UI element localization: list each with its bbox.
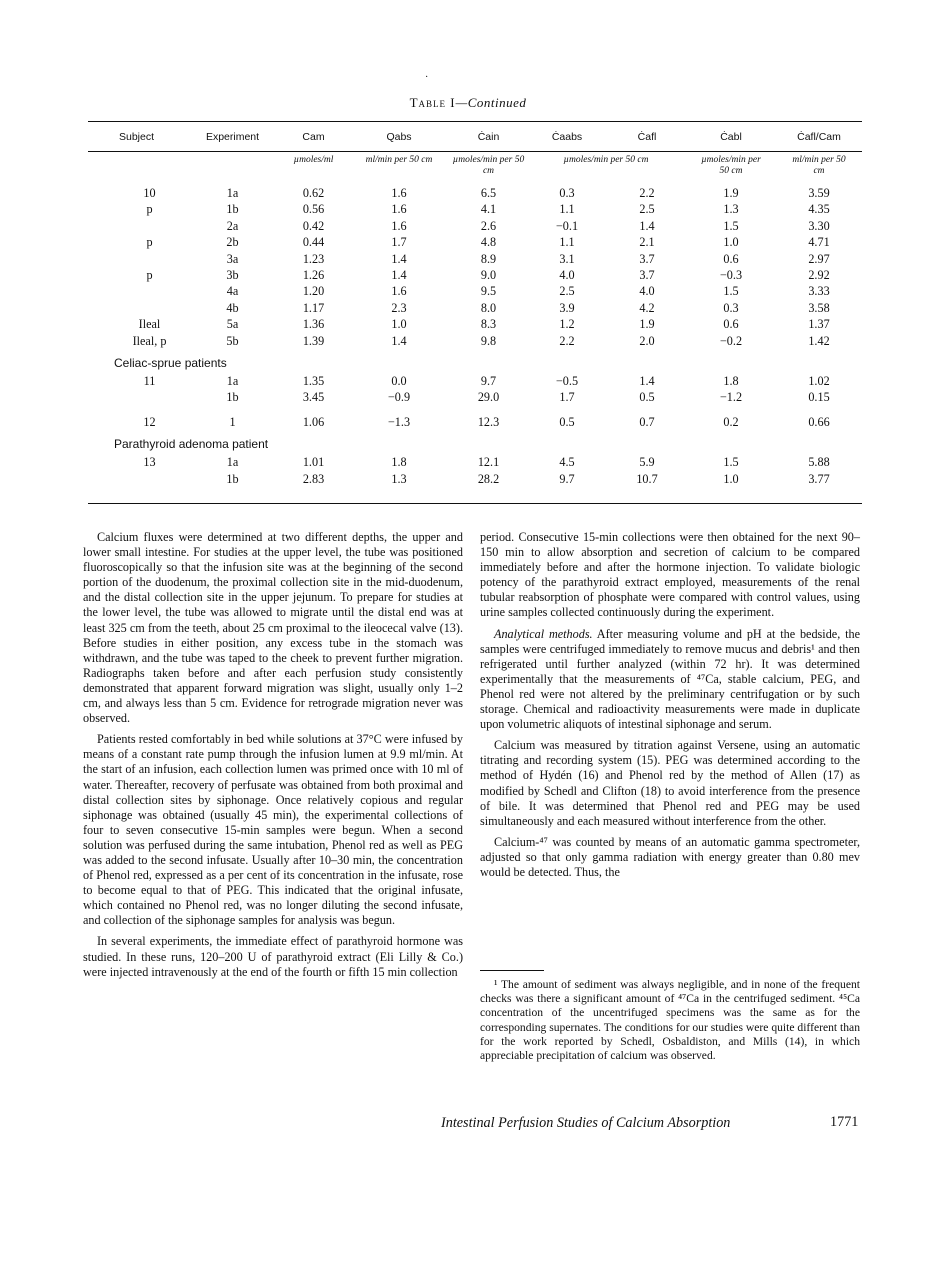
left-paragraph-3: In several experiments, the immediate effect of parathyroid hormone was studied. In these runs, 120–200 U of parathyroid extract (Eli Lilly & Co.) were injected intravenously at the end of the fourth or fifth 15 min collection xyxy=(83,934,463,979)
cell-cabl: 1.3 xyxy=(723,202,739,217)
page-number: 1771 xyxy=(830,1114,859,1130)
cell-ratio: 4.71 xyxy=(808,235,830,250)
cell-cam: 1.06 xyxy=(302,414,325,429)
table-row xyxy=(88,454,862,470)
cell-caabs: 1.2 xyxy=(559,317,575,332)
cell-subject: 11 xyxy=(143,374,156,389)
header-subject: Subject xyxy=(118,131,155,143)
cell-cafl: 3.7 xyxy=(639,268,655,283)
cell-experiment: 1b xyxy=(226,390,239,405)
cell-ratio: 5.88 xyxy=(808,455,830,470)
cell-caabs: 1.7 xyxy=(559,390,575,405)
cell-ratio: 1.37 xyxy=(808,317,830,332)
header-caabs: Ċaabs xyxy=(551,131,583,143)
header-cabl: Ċabl xyxy=(720,131,742,143)
cell-experiment: 1a xyxy=(226,455,239,470)
table-title xyxy=(0,95,936,111)
header-cain: Ċain xyxy=(477,131,500,143)
cell-caabs: 4.5 xyxy=(559,455,575,470)
right-paragraph-2 xyxy=(480,627,860,733)
table-row xyxy=(88,201,862,217)
cell-ratio: 3.33 xyxy=(808,284,830,299)
cell-cam: 0.42 xyxy=(302,218,325,233)
cell-qabs: 2.3 xyxy=(391,300,407,315)
cell-ratio: 4.35 xyxy=(808,202,830,217)
cell-caabs: −0.1 xyxy=(555,218,579,233)
cell-ratio: 3.59 xyxy=(808,186,830,200)
header-qabs: Qabs xyxy=(386,131,412,143)
cell-ratio: 2.97 xyxy=(808,251,830,266)
cell-subject xyxy=(88,471,185,487)
cell-qabs: 1.7 xyxy=(391,235,407,250)
table-row xyxy=(88,267,862,283)
table-row xyxy=(88,300,862,316)
cell-cam: 1.36 xyxy=(302,317,325,332)
table-title-suffix: —Continued xyxy=(455,95,527,110)
cell-ratio: 2.92 xyxy=(808,268,830,283)
cell-cam: 1.20 xyxy=(302,284,325,299)
left-paragraph-1: Calcium fluxes were determined at two different depths, the upper and lower small intestine. For studies at the upper level, the tube was positioned fluoroscopically so that the infusion site was at the beginning of the second portion of the duodenum, the proximal collection site in the mid-duodenum, and the distal collection site in the upper jejunum. To prepare for studies at the lower level, the tube was allowed to migrate until the distal end was at least 325 cm from the teeth, about 25 cm proximal to the ileocecal valve (13). Before studies in either position, any excess tube in the stomach was withdrawn, and the tube was taped to the cheek to prevent further migration. Radiographs taken before and after each perfusion study consistently demonstrated that apparent forward migration was slight, usually only 1–2 cm, and always less than 5 cm. Evidence for retrograde migration never was observed. xyxy=(83,530,463,726)
table-row xyxy=(88,251,862,267)
cell-cafl: 0.5 xyxy=(639,390,655,405)
table-title-prefix: Table I xyxy=(409,95,456,110)
cell-qabs: 1.8 xyxy=(391,455,407,470)
cell-qabs: 1.6 xyxy=(391,202,407,217)
cell-cain: 2.6 xyxy=(480,218,497,233)
cell-ratio: 1.02 xyxy=(808,374,830,389)
cell-qabs: 1.4 xyxy=(391,333,407,348)
cell-subject: p xyxy=(146,268,153,283)
cell-qabs: 1.6 xyxy=(391,218,407,233)
cell-cain: 29.0 xyxy=(477,390,500,405)
units-qabs: ml/min per 50 cm xyxy=(365,155,433,165)
cell-cafl: 4.2 xyxy=(639,300,655,315)
units-caabs-cafl: µmoles/min per 50 cm xyxy=(563,155,649,165)
cell-cabl: 0.2 xyxy=(723,414,739,429)
cell-ratio: 0.15 xyxy=(808,390,830,405)
footnote-text: ¹ The amount of sediment was always negligible, and in none of the frequent checks was there a significant amount of ⁴⁷Ca in the centrifuged sediment. ⁴⁵Ca concentration of the uncentrifuged specimens was the same as for the corresponding supernates. The conditions for our studies were quite different than for the work reported by Schedl, Osbaldiston, and Mills (14), in which appreciable precipitation of calcium was observed. xyxy=(480,978,860,1063)
cell-caabs: 2.5 xyxy=(559,284,575,299)
left-paragraph-2: Patients rested comfortably in bed while solutions at 37°C were infused by means of a constant rate pump through the infusion lumen at 9.9 ml/min. At the start of an infusion, each collection lumen was primed once with 10 ml of water. Thereafter, recovery of perfusate was obtained from both proximal and distal collection sites by siphonage. Once relatively copious and regular siphonage was obtained (usually 45 min), the experimental collections of four to seven consecutive 15-min samples were begun. When a second solution was perfused during the same intubation, Phenol red as well as PEG was added to the second infusate. Usually after 10–30 min, the concentration of Phenol red, expressed as a per cent of its concentration in the infusate, rose to become equal to that of PEG. This indicated that the original infusate, which contained no Phenol red, was no longer diluting the second infusate, and collection of the siphonage samples for analysis was begun. xyxy=(83,732,463,928)
table-row xyxy=(88,218,862,234)
cell-caabs: 9.7 xyxy=(559,471,575,486)
cell-ratio: 3.30 xyxy=(808,218,830,233)
cell-cam: 1.23 xyxy=(302,251,325,266)
cell-subject: 10 xyxy=(143,186,156,200)
cell-qabs: 1.0 xyxy=(391,317,407,332)
cell-experiment: 1a xyxy=(226,186,239,200)
right-paragraph-4: Calcium-⁴⁷ was counted by means of an automatic gamma spectrometer, adjusted so that only gamma radiation with energy greater than 0.80 mev would be detected. Thus, the xyxy=(480,834,860,879)
cell-cafl: 1.4 xyxy=(639,374,655,389)
table-units-row xyxy=(88,152,862,185)
cell-experiment: 2a xyxy=(226,218,239,233)
group-parathyroid-row xyxy=(88,430,862,454)
cell-cabl: 1.8 xyxy=(723,374,739,389)
cell-cafl: 2.0 xyxy=(639,333,655,348)
cell-ratio: 1.42 xyxy=(808,333,830,348)
cell-cafl: 2.2 xyxy=(639,186,655,200)
cell-cabl: 1.9 xyxy=(723,186,739,200)
cell-qabs: 1.4 xyxy=(391,268,407,283)
cell-caabs: 0.5 xyxy=(559,414,575,429)
cell-cam: 1.01 xyxy=(302,455,325,470)
cell-subject xyxy=(88,300,185,316)
right-paragraph-3: Calcium was measured by titration against Versene, using an automatic titrating and recording system (15). PEG was determined according to the method of Hydén (16) and Phenol red by the method of Allen (17) as modified by Schedl and Clifton (18) to avoid interference from the presence of bile. It was determined that Phenol red and PEG may be used simultaneously and each measured without interference from the other. xyxy=(480,738,860,828)
cell-cabl: 0.6 xyxy=(723,251,739,266)
right-paragraph-2-body: After measuring volume and pH at the bedside, the samples were centrifuged immediately to remove mucus and debris¹ and then refrigerated until further analyzed (within 72 hr). It was determined experimentally that the measurements of ⁴⁷Ca, stable calcium, PEG, and Phenol red were not altered by the preliminary centrifugation or by such storage. Chemical and radioactivity measurements were made in duplicate upon volumetric aliquots of intestinal siphonage and serum. xyxy=(480,626,860,732)
cell-cabl: 0.3 xyxy=(723,300,739,315)
table-row xyxy=(88,283,862,299)
cell-subject xyxy=(88,389,185,405)
cell-qabs: 1.6 xyxy=(391,284,407,299)
units-ratio: ml/min per 50 cm xyxy=(792,155,846,176)
cell-subject xyxy=(88,283,185,299)
cell-cain: 9.7 xyxy=(480,374,497,389)
cell-subject: Ileal xyxy=(138,317,161,332)
cell-subject: Ileal, p xyxy=(132,333,167,348)
table-row xyxy=(88,471,862,487)
cell-cafl: 4.0 xyxy=(639,284,655,299)
cell-subject: p xyxy=(146,235,153,250)
analytical-methods-heading: Analytical methods. xyxy=(494,626,593,641)
cell-cafl: 1.9 xyxy=(639,317,655,332)
cell-caabs: 2.2 xyxy=(559,333,575,348)
cell-cain: 9.8 xyxy=(480,333,497,348)
units-cain: µmoles/min per 50 cm xyxy=(452,155,525,176)
table-row xyxy=(88,414,862,430)
table-header-row xyxy=(88,122,862,152)
cell-caabs: 1.1 xyxy=(559,235,575,250)
cell-cam: 1.26 xyxy=(302,268,325,283)
cell-cabl: −1.2 xyxy=(719,390,743,405)
cell-cain: 9.5 xyxy=(480,284,497,299)
running-head: Intestinal Perfusion Studies of Calcium Absorption xyxy=(441,1115,731,1131)
cell-cam: 2.83 xyxy=(302,471,325,486)
cell-qabs: 1.3 xyxy=(391,471,407,486)
cell-cabl: −0.2 xyxy=(719,333,743,348)
spacer-row xyxy=(88,406,862,414)
cell-cafl: 5.9 xyxy=(639,455,655,470)
cell-caabs: 3.1 xyxy=(559,251,575,266)
table-row xyxy=(88,234,862,250)
footnote xyxy=(480,978,860,1063)
right-column xyxy=(480,530,860,880)
cell-cafl: 0.7 xyxy=(639,414,655,429)
cell-cabl: 0.6 xyxy=(723,317,739,332)
cell-cain: 8.9 xyxy=(480,251,497,266)
cell-cain: 4.1 xyxy=(480,202,497,217)
header-ratio: Ċafl/Cam xyxy=(797,131,841,143)
cell-experiment: 5b xyxy=(226,333,239,348)
table-row xyxy=(88,316,862,332)
cell-experiment: 1b xyxy=(226,471,239,486)
cell-experiment: 2b xyxy=(226,235,239,250)
cell-caabs: 1.1 xyxy=(559,202,575,217)
units-cam: µmoles/ml xyxy=(293,155,334,165)
cell-cafl: 2.5 xyxy=(639,202,655,217)
cell-qabs: 1.4 xyxy=(391,251,407,266)
stray-dot: · xyxy=(425,72,429,83)
cell-subject: 12 xyxy=(143,414,156,429)
cell-cain: 12.1 xyxy=(477,455,500,470)
cell-cain: 9.0 xyxy=(480,268,497,283)
header-cam: Cam xyxy=(302,131,325,143)
cell-cain: 28.2 xyxy=(477,471,500,486)
group-label-celiac: Celiac-sprue patients xyxy=(114,356,227,371)
cell-cabl: 1.5 xyxy=(723,455,739,470)
cell-ratio: 3.77 xyxy=(808,471,830,486)
cell-experiment: 4b xyxy=(226,300,239,315)
cell-cabl: 1.5 xyxy=(723,284,739,299)
cell-ratio: 0.66 xyxy=(808,414,830,429)
cell-caabs: −0.5 xyxy=(555,374,579,389)
right-paragraph-1: period. Consecutive 15-min collections were then obtained for the next 90–150 min to allow absorption and secretion of calcium to be compared immediately before and after the hormone injection. To validate biologic potency of the parathyroid extract employed, measurements of the renal tubular reabsorption of phosphate were compared with control values, using urine samples collected continuously during the experiment. xyxy=(480,530,860,620)
cell-qabs: −1.3 xyxy=(387,414,411,429)
cell-cam: 1.39 xyxy=(302,333,325,348)
cell-cain: 8.0 xyxy=(480,300,497,315)
cell-caabs: 4.0 xyxy=(559,268,575,283)
cell-experiment: 1a xyxy=(226,374,239,389)
cell-cain: 6.5 xyxy=(480,186,497,200)
cell-experiment: 5a xyxy=(226,317,239,332)
cell-cam: 3.45 xyxy=(302,390,325,405)
cell-ratio: 3.58 xyxy=(808,300,830,315)
footnote-rule xyxy=(480,970,544,971)
cell-experiment: 3a xyxy=(226,251,239,266)
cell-cain: 4.8 xyxy=(480,235,497,250)
cell-subject xyxy=(88,251,185,267)
table-bottom-rule xyxy=(88,503,862,504)
cell-experiment: 3b xyxy=(226,268,239,283)
cell-cabl: −0.3 xyxy=(719,268,743,283)
cell-experiment: 1 xyxy=(229,414,236,429)
header-cafl: Ċafl xyxy=(637,131,657,143)
cell-cafl: 2.1 xyxy=(639,235,655,250)
cell-cabl: 1.0 xyxy=(723,235,739,250)
table-row xyxy=(88,185,862,201)
cell-subject: p xyxy=(146,202,153,217)
cell-qabs: 0.0 xyxy=(391,374,407,389)
cell-cafl: 10.7 xyxy=(636,471,658,486)
cell-cam: 0.44 xyxy=(302,235,325,250)
cell-cafl: 1.4 xyxy=(639,218,655,233)
left-column xyxy=(83,530,463,980)
cell-qabs: −0.9 xyxy=(387,390,411,405)
group-label-parathyroid: Parathyroid adenoma patient xyxy=(114,437,269,452)
cell-cain: 8.3 xyxy=(480,317,497,332)
cell-cabl: 1.0 xyxy=(723,471,739,486)
cell-caabs: 3.9 xyxy=(559,300,575,315)
cell-cam: 0.62 xyxy=(302,186,325,200)
table-row xyxy=(88,389,862,405)
header-experiment: Experiment xyxy=(205,131,260,143)
cell-experiment: 4a xyxy=(226,284,239,299)
data-table xyxy=(88,122,862,487)
cell-cam: 1.17 xyxy=(302,300,325,315)
cell-subject xyxy=(88,218,185,234)
table-row xyxy=(88,333,862,349)
cell-cabl: 1.5 xyxy=(723,218,739,233)
cell-subject: 13 xyxy=(143,455,156,470)
cell-cafl: 3.7 xyxy=(639,251,655,266)
cell-caabs: 0.3 xyxy=(559,186,575,200)
cell-cain: 12.3 xyxy=(477,414,500,429)
cell-cam: 0.56 xyxy=(302,202,325,217)
group-celiac-row xyxy=(88,349,862,373)
units-cabl: µmoles/min per 50 cm xyxy=(701,155,761,176)
cell-qabs: 1.6 xyxy=(391,186,407,200)
cell-experiment: 1b xyxy=(226,202,239,217)
table-row xyxy=(88,373,862,389)
cell-cam: 1.35 xyxy=(302,374,325,389)
